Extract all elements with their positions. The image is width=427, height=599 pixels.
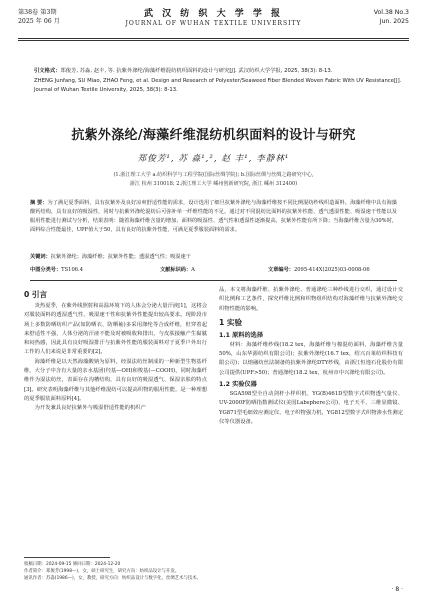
page-number: · 8 · [391, 586, 403, 593]
doc-label: 文献标识码： [160, 267, 192, 273]
header-right [374, 8, 409, 26]
abstract-text: 为了满足夏季面料，具有抗紫外及良好凉爽舒适性能的需求，设计选用了细旦抗紫外涤纶与海藻纤维按不同比例混纺纱线织造面料。海藻纤维中具有海藻酸钙结构，具有良好的吸湿性，同时与抗紫外涤纶混纺后可弥补单一纤维性能的不足。通过对不同混纺比面料的抗紫外性能、透气透湿性能、吸湿速干性能以及服用性能进行测试与分析，结果表明：随着海藻纤维含量的增加，面料的吸湿性、透气性和透湿性逐渐提高，抗紫外性能有所下降；当海藻纤维含量为30%时，面料综合性能最佳，UPF值大于50，具有良好的抗紫外性能，可满足夏季服装面料的需求。 [30, 200, 397, 233]
intro-continued: 品，本文将海藻纤维、抗紫外涤纶、普通涤纶三种纱线进行交织，通过设计交织比例和工艺条件，探究纤维比例和织物组织结构对海藻纤维与抗紫外涤纶交织物性能的影响。 [219, 287, 403, 312]
clc-number [30, 266, 83, 275]
affiliations [0, 171, 427, 189]
doc-value: A [191, 267, 195, 273]
paper-title: 抗紫外涤纶/海藻纤维混纺机织面料的设计与研究 [71, 128, 356, 143]
journal-name-en: JOURNAL OF WUHAN TEXTILE UNIVERSITY [125, 20, 302, 27]
journal-name-cn: 武 汉 纺 织 大 学 学 报 [144, 9, 283, 19]
document-code [160, 266, 195, 275]
classification-meta [30, 266, 397, 276]
footnote-rule [24, 557, 110, 558]
header-center [18, 8, 409, 28]
left-column [24, 286, 207, 554]
keywords [30, 253, 397, 262]
keywords-text: 抗紫外涤纶；海藻纤维；抗紫外性能；透湿透气性；吸湿速干 [50, 254, 191, 260]
footnote-author-bio: 作者简介：郑俊芳(1998—)，女，硕士研究生，研究方向：纺织品设计与开发。 [24, 569, 180, 575]
subsection-heading-materials: 1.1 原料的选择 [219, 331, 264, 339]
affiliation-line-1: (1.浙江理工大学 a.纺织科学与工程学院(国际丝绸学院); b.国际丝绸与丝绸之路研究中心, [113, 172, 314, 178]
citation-cn: 郑俊芳, 苏淼, 赵丰, 等. 抗紫外涤纶/海藻纤维混纺机织面料的设计与研究[J]. 武汉纺织大学学报, 2025, 38(3): 8-13. [60, 68, 333, 74]
intro-paragraph-1: 炎热夏季，在紫外线照射和高温环境下的人体会分泌大量汗液[1]，这将会对服装面料的透湿透气性、吸湿速干性和抗紫外性能提出较高要求。现阶段市场上多数防晒纺织产品(如防晒衣、防晒袖)多采用涤纶等合成纤维，但穿着起来舒适性不强，人体分泌的汗液不能及时被吸收和排出，与皮肤接触产生黏腻和闷热感，因此具有良好吸湿排汗与抗紫外性能的服装面料对于夏季户外出行工作的人们来说是非常重要的[2]。 [24, 303, 207, 356]
citation-label: 引文格式： [34, 68, 61, 74]
clc-value: TS106.4 [61, 267, 84, 273]
abstract [30, 199, 397, 235]
date-en: Jun. 2025 [379, 18, 409, 25]
affiliation-line-2: 浙江 杭州 310018; 2.浙江理工大学 嵊州创新研究院, 浙江 嵊州 312400) [129, 181, 298, 187]
section-heading-intro: 0 引言 [24, 290, 48, 299]
header-rule-top [18, 38, 409, 39]
citation-block [34, 67, 405, 96]
subsection-heading-instruments: 1.2 实验仪器 [219, 381, 257, 389]
abstract-label: 摘 要： [30, 200, 48, 206]
date-cn: 2025 年 06 月 [18, 18, 60, 25]
volume-en: Vol.38 No.3 [373, 9, 409, 16]
intro-paragraph-3: 为开发兼具良好抗紫外与吸湿舒适性能的机织产 [34, 405, 146, 412]
abstract-rule [30, 280, 397, 281]
id-label: 文章编号： [268, 267, 294, 273]
header-rule-bottom [18, 40, 409, 41]
id-value: 2095-414X(2025)03-0008-06 [293, 267, 370, 273]
intro-paragraph-2: 海藻纤维是以天然海藻酸钠为原料，经湿法纺丝制成的一种新型生物基纤维，大分子中含有大量的亲水基团(羟基—OH)和羧基(—COOH)，同时海藻纤维作为湿法纺丝，表面存在沟槽结构，具有良好的吸湿透气、保湿亲肤的特点[3]。研究表明海藻纤维与其他纤维混纺可以提高织物的服用性能，是一种理想的夏季服装面料原料[4]。 [24, 358, 207, 402]
article-number [268, 266, 370, 275]
paper-authors: 郑俊芳¹, 苏 淼¹,², 赵 丰¹, 李静林¹ [137, 154, 290, 164]
journal-header [18, 8, 409, 38]
citation-en: ZHENG Junfang, SU Miao, ZHAO Feng, et al. Design and Research of Polyester/Seaweed Fiber Blended Woven Fabric With UV Resistance[J]. Journal of Wuhan Textile University, 2025, 38(3): 8-13. [34, 77, 402, 94]
footnote-corresponding: 通讯作者：苏淼(1986—)，女，教授，研究方向：纺织品设计与数字化，丝绸艺术与技术。 [24, 576, 202, 582]
keywords-label: 关键词： [30, 254, 51, 260]
right-column [219, 286, 403, 554]
volume-cn: 第38卷 第3期 [18, 9, 57, 16]
instruments-paragraph: SGA598型全自动剑杆小样织机、YG(B)461D型数字式织物透气量仪、UV-2000F防晒指数测试仪(美国Labsphere公司)、电子天平、三维显微镜、YG871型毛细效应测定仪、电子织物强力机，YG812型数字式织物渗水性测定仪等仪器设备。 [219, 391, 403, 425]
clc-label: 中图分类号： [30, 267, 62, 273]
section-heading-experiment: 1 实验 [219, 317, 243, 327]
footnote-received: 收稿日期：2024-09-15 修回日期：2024-12-20 [24, 562, 121, 567]
materials-paragraph: 材料：海藻纤维纱线(18.2 tex，海藻纤维与棉混纺面料，海藻纤维含量50%，山东华源纺织有限公司)；抗紫外涤纶(16.7 tex，绍兴百莱纺织科技有限公司)；以熔融纺丝法制备的抗紫外涤纶DTY纱线，由浙江恒逸石化股份有限公司提供(UPF>50)；普通涤纶(18.2 tex，杭州市中兴涤纶有限公司)。 [219, 341, 403, 376]
footnotes [24, 561, 403, 583]
